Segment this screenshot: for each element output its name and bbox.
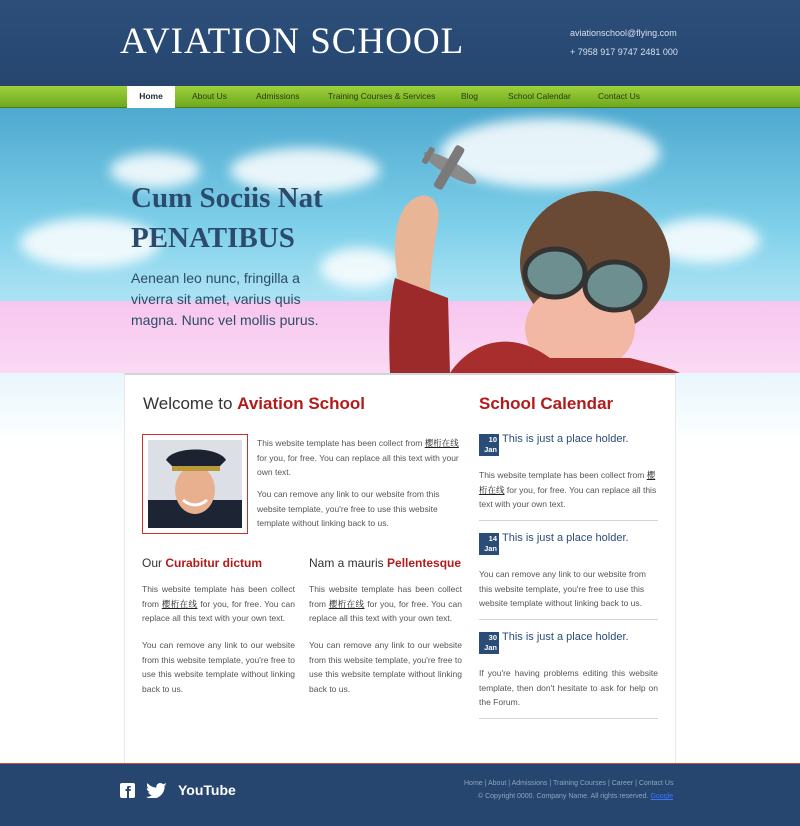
site-logo[interactable]: AVIATION SCHOOL [120, 21, 465, 62]
col2-paragraph-2: You can remove any link to our website from this website template, you're free to use this website template without linking back to us. [309, 640, 462, 694]
nav-admissions[interactable]: Admissions [256, 91, 300, 101]
nav-contact-us[interactable]: Contact Us [598, 91, 641, 101]
facebook-icon[interactable] [120, 783, 135, 803]
calendar-event-text: You can remove any link to our website from this website template, you're free to use this website template without linking back to us. [479, 569, 646, 608]
contact-email[interactable]: aviationschool@flying.com [570, 28, 677, 38]
child-pilot-image [370, 128, 690, 373]
welcome-highlight: Aviation School [237, 394, 365, 413]
calendar-event-heading[interactable]: This is just a place holder. [502, 532, 629, 544]
welcome-p1-text: This website template has been collect from [257, 438, 425, 448]
calendar-event-text-before: This website template has been collect from [479, 470, 647, 480]
footer-copyright-link[interactable]: Google [650, 793, 674, 800]
footer-links[interactable]: Home | About | Admissions | Training Courses | Career | Contact Us [464, 780, 674, 787]
welcome-heading [143, 394, 365, 414]
main-nav [0, 86, 800, 108]
site-header [0, 0, 800, 86]
hero-title-line1: Cum Sociis Nat [131, 182, 323, 214]
welcome-prefix: Welcome to [143, 394, 238, 413]
calendar-divider [479, 718, 658, 719]
col1-heading-prefix: Our [142, 556, 166, 570]
col1-paragraph-1 [142, 582, 295, 626]
calendar-month: Jan [484, 643, 497, 652]
hero-banner [0, 108, 800, 373]
col2-p1-text-after: for you, for free. You can replace all this text with your own text. [309, 598, 462, 623]
col2-heading-prefix: Nam a mauris [309, 556, 388, 570]
youtube-label: YouTube [178, 782, 236, 798]
calendar-event-text [479, 468, 658, 512]
welcome-paragraph-1 [257, 436, 465, 480]
calendar-event-heading[interactable]: This is just a place holder. [502, 631, 629, 643]
welcome-paragraph-2: You can remove any link to our website from this website template, you're free to use this website template without linking back to us. [257, 489, 440, 528]
nav-about-us[interactable]: About Us [192, 91, 227, 101]
calendar-month: Jan [484, 445, 497, 454]
col1-heading-highlight: Curabitur dictum [165, 556, 263, 570]
hero-title-line2: PENATIBUS [131, 222, 295, 254]
hero-title [131, 178, 323, 258]
calendar-date-badge [479, 632, 499, 654]
col2-paragraph-1 [309, 582, 462, 626]
col2-heading [309, 556, 461, 570]
col1-heading [142, 556, 262, 570]
col1-p1-link[interactable]: 櫻桁在线 [161, 598, 198, 609]
footer-copyright-text: © Copyright 0000. Company Name. All rights reserved. [478, 793, 651, 800]
pilot-image [148, 440, 242, 528]
col1-paragraph-2: You can remove any link to our website from this website template, you're free to use this website template without linking back to us. [142, 640, 295, 694]
nav-blog[interactable]: Blog [461, 91, 479, 101]
footer-copyright [478, 793, 673, 800]
youtube-icon[interactable] [178, 782, 236, 798]
nav-training-courses[interactable]: Training Courses & Services [328, 91, 436, 101]
calendar-event-text-after: for you, for free. You can replace all this text with your own text. [479, 484, 657, 509]
welcome-p1-text-after: for you, for free. You can replace all this text with your own text. [257, 452, 459, 477]
nav-home[interactable]: Home [127, 86, 175, 111]
col1-p1-text-after: for you, for free. You can replace all this text with your own text. [142, 598, 295, 623]
col2-p1-text: This website template has been collect from [309, 584, 462, 609]
hero-text: Aenean leo nunc, fringilla a viverra sit amet, varius quis magna. Nunc vel mollis purus. [131, 270, 319, 328]
calendar-title: School Calendar [479, 394, 614, 413]
calendar-date-badge [479, 434, 499, 456]
calendar-event-link[interactable]: 櫻桁在线 [479, 470, 656, 495]
calendar-day: 30 [488, 633, 497, 642]
calendar-day: 10 [488, 435, 497, 444]
header-contact [570, 24, 678, 62]
pilot-photo [142, 434, 248, 534]
calendar-divider [479, 520, 658, 521]
col1-p1-text: This website template has been collect from [142, 584, 295, 609]
col2-heading-highlight: Pellentesque [387, 556, 462, 570]
calendar-date-badge [479, 533, 499, 555]
contact-phone: + 7958 917 9747 2481 000 [570, 47, 678, 57]
welcome-p1-link[interactable]: 櫻桁在线 [424, 438, 459, 448]
calendar-event-heading[interactable]: This is just a place holder. [502, 433, 629, 445]
col2-p1-link[interactable]: 櫻桁在线 [328, 598, 365, 609]
calendar-divider [479, 619, 658, 620]
calendar-month: Jan [484, 544, 497, 553]
nav-school-calendar[interactable]: School Calendar [508, 91, 571, 101]
calendar-event-text: If you're having problems editing this website template, then don't hesitate to ask for help on the Forum. [479, 668, 658, 707]
twitter-icon[interactable] [146, 783, 168, 803]
calendar-day: 14 [488, 534, 497, 543]
